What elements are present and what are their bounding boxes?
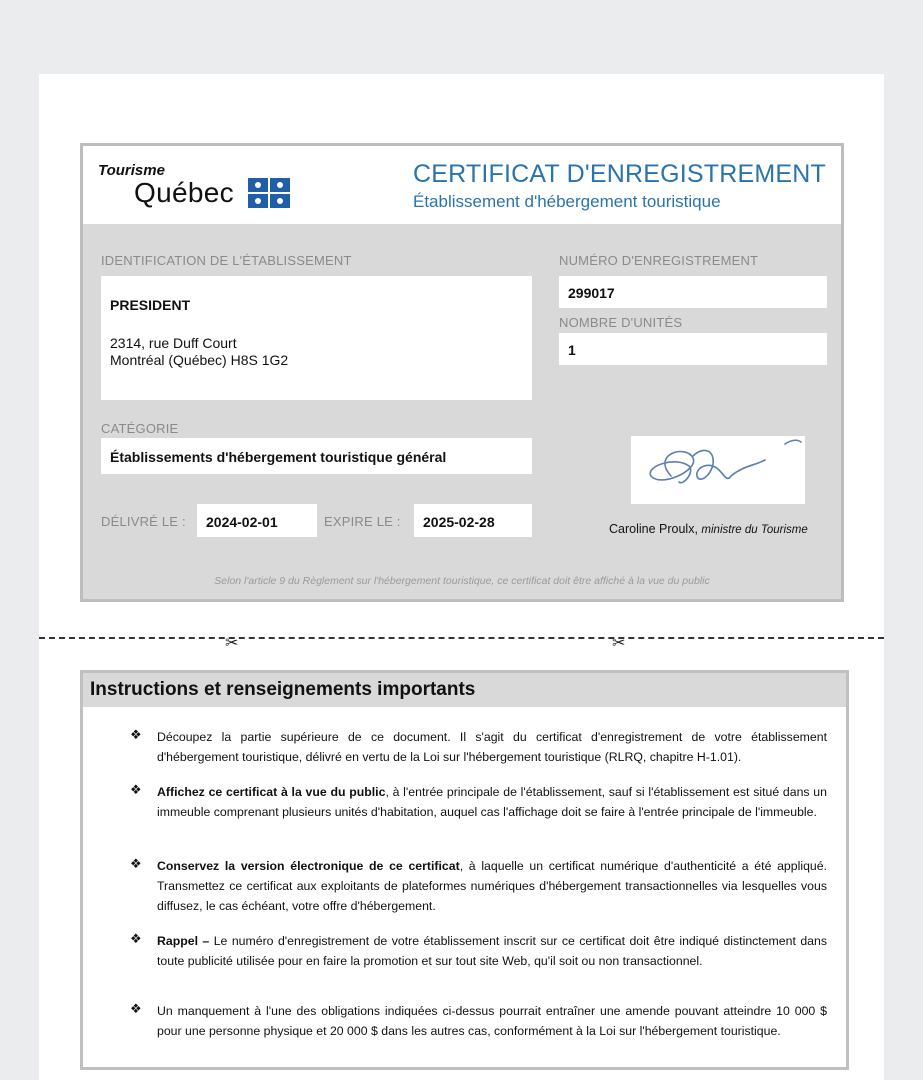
instruction-body: Découpez la partie supérieure de ce document. Il s'agit du certificat d'enregistrement de votre établissement d'hébergement touristique, délivré en vertu de la Loi sur l'hébergement touristique (RLRQ, chapitre H-1.01). [157,730,827,764]
issued-date: 2024-02-01 [206,514,278,530]
bullet-icon: ❖ [130,931,142,946]
expires-date-box [414,504,532,537]
instruction-body: , à laquelle un certificat numérique d'authenticité a été appliqué. Transmettez ce certificat aux exploitants de plateformes numériques d'hébergement transactionnelles via lesquelles vous diffusez, le cas échéant, votre offre d'hébergement. [157,859,828,913]
signatory [609,522,808,536]
registration-number: 299017 [568,285,615,301]
bullet-icon: ❖ [130,856,142,871]
category-value: Établissements d'hébergement touristique général [110,449,447,465]
bullet-icon: ❖ [130,782,142,797]
instruction-bold: Rappel – [157,934,210,948]
logo-tourisme-text: Tourisme [98,162,165,179]
units-box [559,333,827,365]
category-box [101,438,532,474]
signature-box [631,436,805,504]
certificate-subtitle: Établissement d'hébergement touristique [413,192,721,211]
identification-box [101,276,532,400]
signatory-name: Caroline Proulx, [609,522,698,536]
expires-date: 2025-02-28 [423,514,495,530]
document-page [39,74,884,1080]
units-value: 1 [568,342,576,358]
address-line-2: Montréal (Québec) H8S 1G2 [110,352,289,368]
instruction-text [157,1001,827,1041]
issued-date-box [197,504,317,537]
scissors-icon: ✂ [612,635,626,652]
signature-image [631,436,805,504]
units-label: NOMBRE D'UNITÉS [559,315,683,330]
instruction-text [157,782,827,822]
signatory-title: ministre du Tourisme [701,524,808,536]
logo-quebec-text: Québec [134,177,234,208]
instruction-bold: Affichez ce certificat à la vue du public [157,785,386,799]
instruction-text [157,856,827,916]
certificate-title: CERTIFICAT D'ENREGISTREMENT [413,160,826,188]
bullet-icon: ❖ [130,1001,142,1016]
expires-label: EXPIRE LE : [324,514,401,529]
registration-number-label: NUMÉRO D'ENREGISTREMENT [559,253,759,268]
bullet-icon: ❖ [130,727,142,742]
scissors-icon: ✂ [225,635,239,652]
instruction-bold: Conservez la version électronique de ce certificat [157,859,460,873]
certificate-header [83,146,841,224]
certificate-footnote: Selon l'article 9 du Règlement sur l'hébergement touristique, ce certificat doit être affiché à la vue du public [214,575,710,587]
category-label: CATÉGORIE [101,421,179,436]
instruction-body: Un manquement à l'une des obligations indiquées ci-dessus pourrait entraîner une amende pouvant atteindre 10 000 $ pour une personne physique et 20 000 $ dans les autres cas, conformément à la Loi sur l'hébergement touristique. [157,1004,827,1038]
quebec-flag-icon [247,177,291,209]
address-line-1: 2314, rue Duff Court [110,335,237,351]
instruction-body: , à l'entrée principale de l'établissement, sauf si l'établissement est situé dans un immeuble comprenant plusieurs unités d'habitation, auquel cas l'affichage doit se faire à l'entrée principale de l'immeuble. [157,785,827,819]
issued-label: DÉLIVRÉ LE : [101,514,186,529]
instruction-text [157,931,827,971]
cut-line [39,637,884,639]
instruction-text [157,727,827,767]
registration-number-box [559,276,827,308]
instruction-body: Le numéro d'enregistrement de votre établissement inscrit sur ce certificat doit être indiqué distinctement dans toute publicité utilisée pour en faire la promotion et sur tout site Web, qu'il soit ou non transactionnel. [157,934,827,968]
instructions-header [83,673,846,707]
instructions-title: Instructions et renseignements importants [90,679,476,700]
identification-label: IDENTIFICATION DE L'ÉTABLISSEMENT [101,253,352,268]
instructions-panel [80,670,849,1070]
establishment-name: PRESIDENT [110,297,191,313]
certificate-panel [80,143,844,602]
